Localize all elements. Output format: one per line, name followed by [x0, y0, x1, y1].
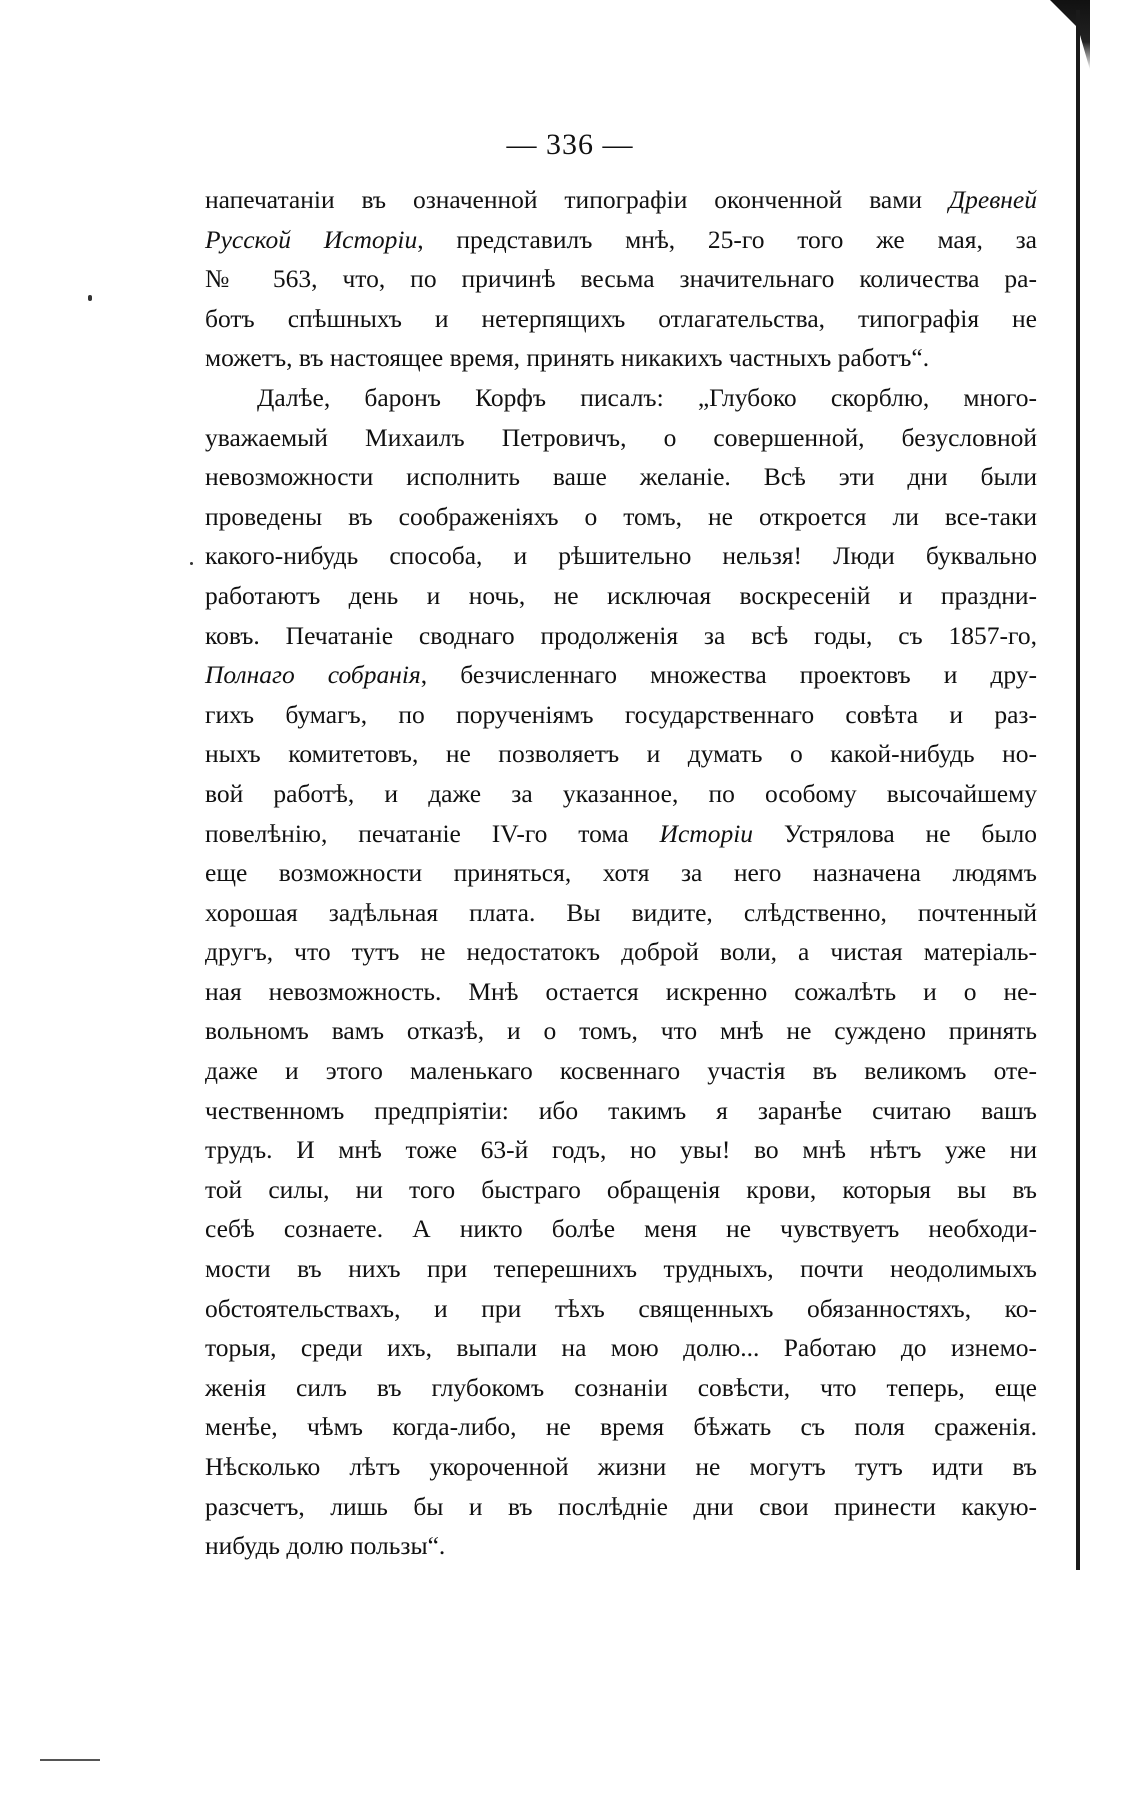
- text-line: Далѣе, баронъ Корфъ писалъ: „Глубоко скорблю, много-: [257, 382, 1037, 412]
- text-line: ковъ. Печатаніе своднаго продолженія за всѣ годы, съ 1857-го,: [205, 620, 1037, 650]
- text-line: невозможности исполнить ваше желаніе. Всѣ эти дни были: [205, 462, 1037, 492]
- page-edge-bottom: [40, 1759, 100, 1761]
- text-line: какого-нибудь способа, и рѣшительно нельзя! Люди буквально: [205, 541, 1037, 571]
- text-line: гихъ бумагъ, по порученіямъ государственнаго совѣта и раз-: [205, 699, 1037, 729]
- text-line: ботъ спѣшныхъ и нетерпящихъ отлагательства, типографія не: [205, 303, 1037, 333]
- text-line: можетъ, въ настоящее время, принять никакихъ частныхъ работъ“.: [205, 343, 930, 373]
- text-line: работаютъ день и ночь, не исключая воскресеній и праздни-: [205, 580, 1037, 610]
- text-line: трудъ. И мнѣ тоже 63-й годъ, но увы! во мнѣ нѣтъ уже ни: [205, 1135, 1037, 1165]
- text-line: чественномъ предпріятіи: ибо такимъ я заранѣе считаю вашъ: [205, 1095, 1037, 1125]
- page-number: — 336 —: [506, 128, 634, 161]
- text-line: обстоятельствахъ, и при тѣхъ священныхъ обязанностяхъ, ко-: [205, 1293, 1037, 1323]
- text-line: другъ, что тутъ не недостатокъ доброй воли, а чистая матеріаль-: [205, 937, 1037, 967]
- text-line: торыя, среди ихъ, выпали на мою долю... Работаю до изнемо-: [205, 1333, 1037, 1363]
- text-line: уважаемый Михаилъ Петровичъ, о совершенной, безусловной: [205, 422, 1037, 452]
- text-line: женія силъ въ глубокомъ сознаніи совѣсти, что теперь, еще: [205, 1372, 1037, 1402]
- text-line: мости въ нихъ при теперешнихъ трудныхъ, почти неодолимыхъ: [205, 1254, 1037, 1284]
- text-line: даже и этого маленькаго косвеннаго участія въ великомъ оте-: [205, 1056, 1037, 1086]
- text-line: Русской Исторіи, представилъ мнѣ, 25-го того же мая, за: [205, 224, 1037, 254]
- text-line: нибудь долю пользы“.: [205, 1531, 446, 1561]
- text-line: себѣ сознаете. А никто болѣе меня не чувствуетъ необходи-: [205, 1214, 1037, 1244]
- text-line: ныхъ комитетовъ, не позволяетъ и думать о какой-нибудь но-: [205, 739, 1037, 769]
- text-line: той силы, ни того быстраго обращенія крови, которыя вы въ: [205, 1174, 1037, 1204]
- text-line: ная невозможность. Мнѣ остается искренно сожалѣть и о не-: [205, 976, 1037, 1006]
- text-line: проведены въ соображеніяхъ о томъ, не откроется ли все-таки: [205, 501, 1037, 531]
- page-edge-corner: [1050, 0, 1090, 70]
- page-edge-shadow: [1076, 10, 1080, 1570]
- speck: [88, 295, 92, 301]
- speck: [190, 562, 193, 565]
- text-line: вой работѣ, и даже за указанное, по особому высочайшему: [205, 778, 1037, 808]
- text-line: напечатаніи въ означенной типографіи оконченной вами Древней: [205, 185, 1037, 214]
- text-line: Нѣсколько лѣтъ укороченной жизни не могутъ тутъ идти въ: [205, 1452, 1037, 1481]
- text-line: хорошая задѣльная плата. Вы видите, слѣдственно, почтенный: [205, 897, 1037, 927]
- text-line: № 563, что, по причинѣ весьма значительнаго количества ра-: [205, 264, 1037, 294]
- text-line: вольномъ вамъ отказѣ, и о томъ, что мнѣ не суждено принять: [205, 1016, 1037, 1046]
- body-text: [205, 180, 1037, 1566]
- text-line: повелѣнію, печатаніе IV-го тома Исторіи Устрялова не было: [205, 818, 1038, 848]
- text-line: еще возможности приняться, хотя за него назначена людямъ: [205, 858, 1037, 888]
- text-line: разсчетъ, лишь бы и въ послѣдніе дни свои принести какую-: [205, 1491, 1037, 1521]
- text-line: менѣе, чѣмъ когда-либо, не время бѣжать съ поля сраженія.: [205, 1412, 1037, 1442]
- text-line: Полнаго собранія, безчисленнаго множества проектовъ и дру-: [205, 660, 1038, 690]
